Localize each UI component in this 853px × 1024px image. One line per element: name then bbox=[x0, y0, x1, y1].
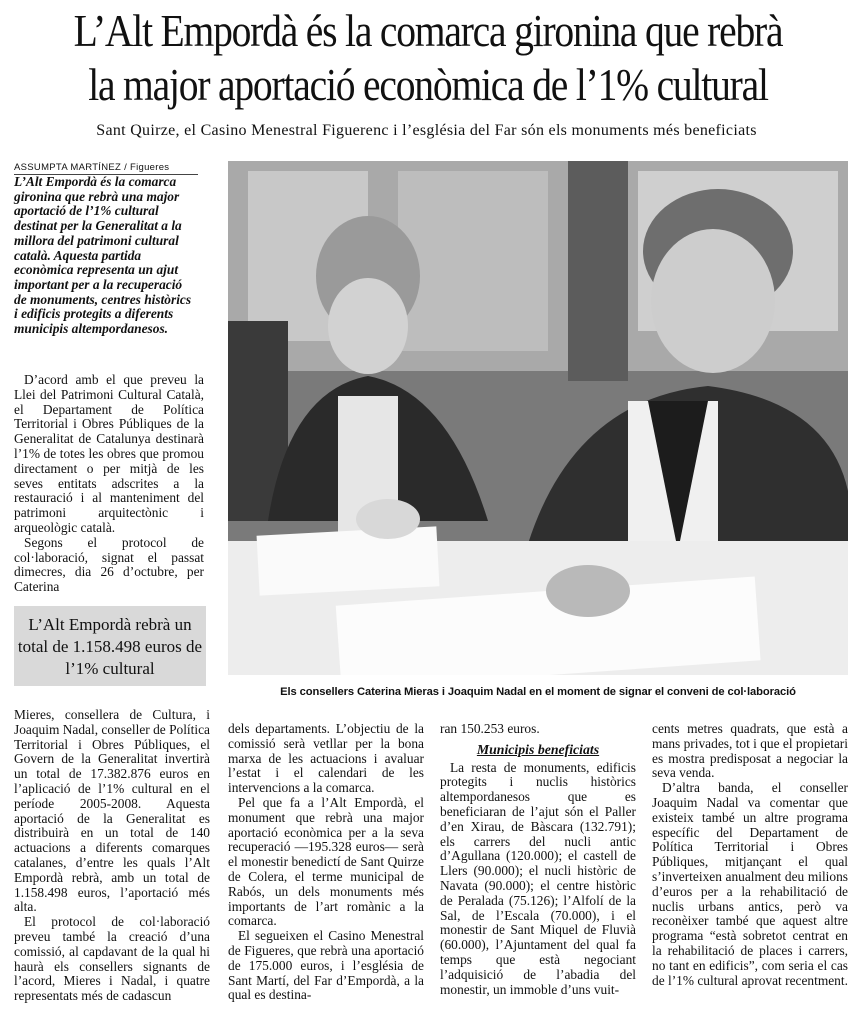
column-2 bbox=[228, 722, 424, 1003]
photo-caption: Els consellers Caterina Mieras i Joaquim Nadal en el moment de signar el conveni de col·laboració bbox=[280, 686, 796, 698]
column-4 bbox=[652, 722, 848, 988]
paragraph: El segueixen el Casino Menestral de Figueres, que rebrà una aportació de 175.000 euros, i l’església de Sant Martí, del Far d’Empordà, a la qual es destina- bbox=[228, 928, 424, 1003]
paragraph: D’altra banda, el conseller Joaquim Nadal va comentar que existeix també un altre programa específic del Departament de Política Territorial i Obres Públiques, mitjançant el qual s’inverteixen anualment deu milions d’euros per a la rehabilitació de nuclis urbans antics, però va reconèixer també que aquest altre programa “està sobretot centrat en la rehabilitació de places i carrers, no tant en edificis”, com seria el cas de l’1% cultural aprovat recentment. bbox=[652, 780, 848, 988]
pull-quote: L’Alt Empordà rebrà un total de 1.158.498 euros de l’1% cultural bbox=[14, 606, 206, 686]
column-1-top bbox=[14, 373, 204, 595]
paragraph: Segons el protocol de col·laboració, signat el passat dimecres, dia 26 d’octubre, per Caterina bbox=[14, 534, 204, 595]
paragraph: El protocol de col·laboració preveu també la creació d’una comissió, al capdavant de la qual hi haurà els consellers signants de l’acord, Mieres i Nadal, i quatre representats més de cadascun bbox=[14, 914, 210, 1004]
news-photo bbox=[228, 161, 848, 675]
paragraph: ran 150.253 euros. bbox=[440, 721, 540, 736]
paragraph: Pel que fa a l’Alt Empordà, el monument que rebrà una major aportació econòmica per a la seva recuperació —195.328 euros— serà el monestir benedictí de Sant Quirze de Colera, el terme municipal de Rabós, un dels monuments més importants de l’art romànic a la comarca. bbox=[228, 794, 424, 929]
paragraph: dels departaments. L’objectiu de la comissió serà vetllar per la bona marxa de les actuacions i avaluar l’estat i el calendari de les intervencions a la comarca. bbox=[228, 721, 424, 796]
column-1-bottom bbox=[14, 708, 210, 1004]
paragraph: cents metres quadrats, que està a mans privades, tot i que el propietari es mostra predisposat a negociar la seva venda. bbox=[652, 721, 848, 781]
subtitle: Sant Quirze, el Casino Menestral Figuerenc i l’església del Far són els monuments més beneficiats bbox=[96, 122, 757, 139]
lead-paragraph: L’Alt Empordà és la comarca gironina que rebrà una major aportació de l’1% cultural destinat per la Generalitat a la millora del patrimoni cultural català. Aquesta partida econòmica representa un ajut important per a la recuperació de monuments, centres històrics i edificis protegits a diferents municipis altempordanesos. bbox=[14, 174, 192, 337]
paragraph: D’acord amb el que preveu la Llei del Patrimoni Cultural Català, el Departament de Política Territorial i Obres Públiques de la Generalitat de Catalunya destinarà l’1% de totes les obres que promou directament o per mitjà de les seves entitats adscrites a la restauració i al manteniment del patrimoni arquitectònic i arqueològic català. bbox=[14, 372, 204, 535]
headline: L’Alt Empordà és la comarca gironina que rebrà la major aportació econòmica de l’1% cultural bbox=[73, 5, 783, 110]
paragraph: La resta de monuments, edificis protegits i nuclis històrics altempordanesos que es beneficiaran de l’ajut són el Paller d’en Xirau, de Bàscara (132.791); els carrers del nucli antic d’Agullana (120.000); el castell de Llers (90.000); el nucli històric de Navata (90.000); el centre històric de Peralada (75.126); l’Alfolí de la Sal, de l’Escala (70.000), i el monestir de Sant Miquel de Fluvià (60.000), l’Ajuntament del qual fa temps que està negociant l’adquisició de l’abadia del monestir, un immoble d’uns vuit- bbox=[440, 759, 636, 997]
column-3 bbox=[440, 722, 636, 997]
section-subhead: Municipis beneficiats bbox=[476, 741, 600, 757]
byline: ASSUMPTA MARTÍNEZ / Figueres bbox=[14, 162, 198, 175]
paragraph: Mieres, consellera de Cultura, i Joaquim Nadal, conseller de Política Territorial i Obres Públiques, el Govern de la Generalitat invertirà un total de 17.382.876 euros en l’aplicació de l’1% cultural en el període 2005-2008. Aquesta aportació de la Generalitat es distribuirà en un total de 140 actuacions a diferents comarques catalanes, d’entre les quals l’Alt Empordà rebrà, amb un total de 1.158.498 euros, l’aportació més alta. bbox=[14, 707, 210, 915]
